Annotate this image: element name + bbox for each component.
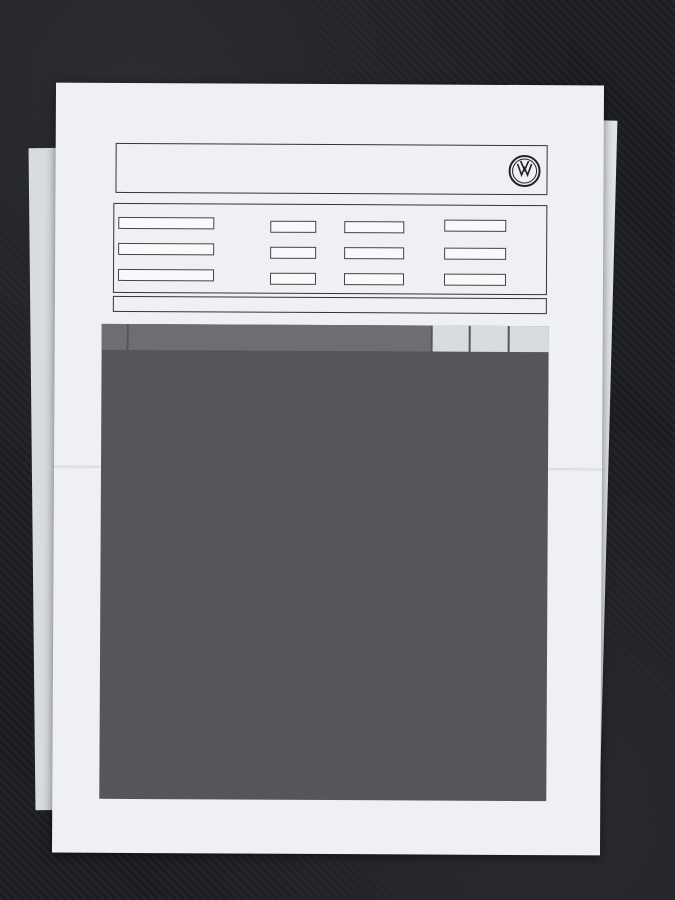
- title-box: [115, 143, 547, 195]
- gkb-field: [270, 273, 316, 285]
- col-utbedret: [510, 326, 549, 352]
- table-header: [102, 324, 549, 352]
- service-document: [52, 83, 604, 856]
- footer: [99, 825, 105, 835]
- km-field: [344, 247, 404, 259]
- chassisnr-field: [118, 243, 214, 256]
- service-checklist-table: [99, 324, 548, 801]
- col-ikke-ok: [471, 326, 508, 352]
- regnr-field: [344, 221, 404, 233]
- ordrenr-field: [118, 217, 214, 230]
- modellar-field: [344, 273, 404, 285]
- typenr-text-field: [118, 269, 214, 282]
- typenr2-field: [270, 221, 316, 233]
- registrering-field: [444, 220, 506, 232]
- col-ok: [432, 326, 469, 352]
- mkb-field: [270, 247, 316, 259]
- section-title: [113, 296, 547, 314]
- vw-logo-icon: [508, 155, 540, 187]
- kundemottaker-field: [444, 248, 506, 260]
- dato-field: [444, 274, 506, 286]
- vehicle-info: [113, 203, 547, 295]
